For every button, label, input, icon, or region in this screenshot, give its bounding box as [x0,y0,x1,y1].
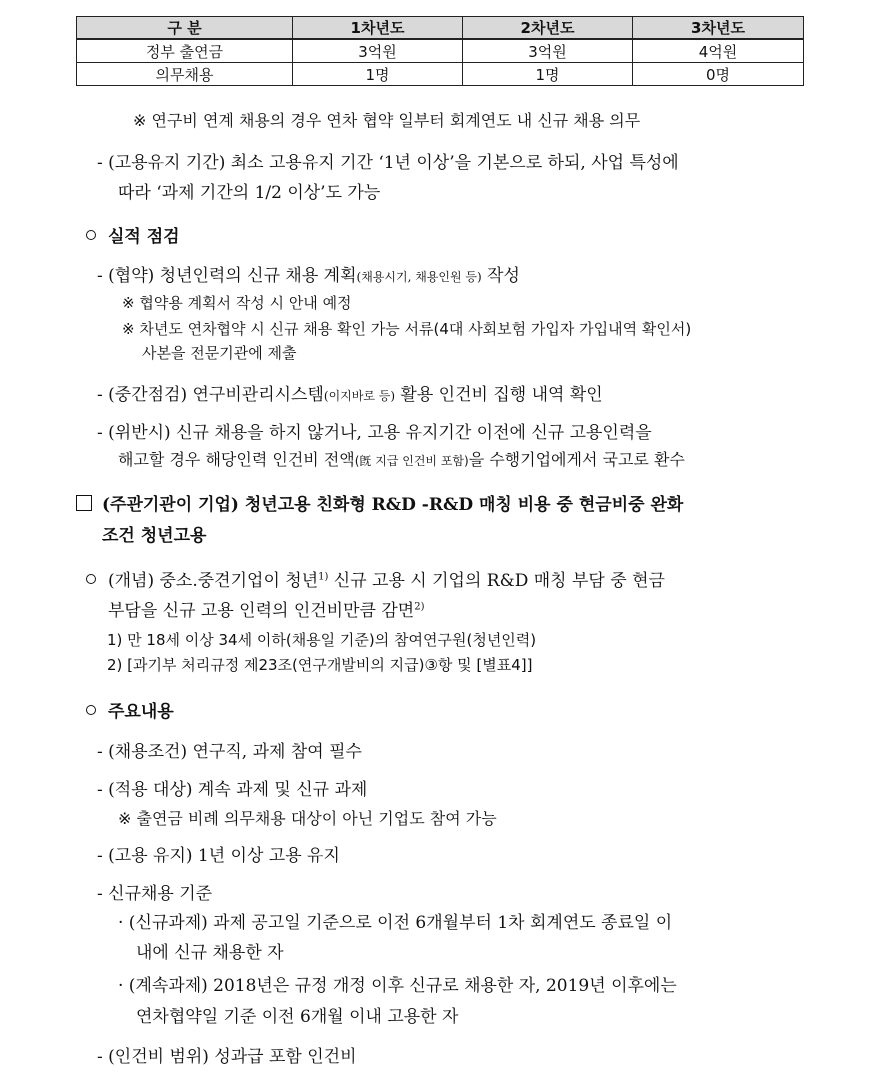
table-header-row [77,17,804,40]
section-title-text: 주요내용 [108,702,174,722]
table-cell: 0명 [633,63,804,86]
main-section-title-line2: 조건 청년고용 [102,526,207,546]
table-header: 구 분 [77,17,293,40]
agreement-text: - (협약) 청년인력의 신규 채용 계획 [97,266,357,286]
new-project-line2: 내에 신규 채용한 자 [136,943,284,963]
agreement-end-text: 작성 [481,266,520,286]
checkbox-square-icon [76,495,92,511]
agreement-item [97,261,520,286]
main-section-title-text: (주관기관이 기업) 청년고용 친화형 R&D -R&D 매칭 비용 중 현금비중 완화 [102,495,684,515]
retention-period-line1: - (고용유지 기간) 최소 고용유지 기간 ‘1년 이상’을 기본으로 하되, 사업 특성에 [97,153,679,173]
continuing-project-line2: 연차협약일 기준 이전 6개월 이내 고용한 자 [136,1007,459,1027]
bullet-circle-icon [86,574,96,584]
table-cell: 1명 [463,63,633,86]
table-row [77,39,804,63]
footnote-ref: 1) [318,571,329,583]
table-header: 3차년도 [633,17,804,40]
violation-text: 해고할 경우 해당인력 인건비 전액 [118,450,355,469]
table-cell: 1명 [293,63,463,86]
table-row [77,63,804,86]
new-hire-criteria: - 신규채용 기준 [97,884,213,904]
target-note: ※ 출연금 비례 의무채용 대상이 아닌 기업도 참여 가능 [118,809,497,828]
table-header: 1차년도 [293,17,463,40]
main-section-title-line1 [76,490,683,515]
new-project-line1: · (신규과제) 과제 공고일 기준으로 이전 6개월부터 1차 회계연도 종료일 이 [118,913,673,933]
rd-hiring-note: ※ 연구비 연계 채용의 경우 연차 협약 일부터 회계연도 내 신규 채용 의무 [133,111,641,130]
agreement-note-2-line1: ※ 차년도 연차협약 시 신규 채용 확인 가능 서류(4대 사회보험 가입자 가입내역 확인서) [122,320,692,338]
section-title-main-content [86,697,174,722]
footnote-2: 2) [과기부 처리규정 제23조(연구개발비의 지급)③항 및 [별표4]] [107,656,533,674]
midcheck-small-text: (이지바로 등) [323,389,396,403]
hiring-condition: - (채용조건) 연구직, 과제 참여 필수 [97,742,362,762]
section-title-performance-check [86,222,180,247]
violation-small-text: (旣 지급 인건비 포함) [354,454,469,468]
table-cell: 의무채용 [77,63,293,86]
concept-text-cont: 신규 고용 시 기업의 R&D 매칭 부담 중 현금 [328,571,665,591]
retention-period-line2: 따라 ‘과제 기간의 1/2 이상’도 가능 [118,183,381,203]
midcheck-text: - (중간점검) 연구비관리시스템 [97,385,324,405]
concept-text: 부담을 신규 고용 인력의 인건비만큼 감면 [108,601,415,621]
violation-line2 [118,447,685,470]
table-cell: 정부 출연금 [77,39,293,63]
midcheck-end-text: 활용 인건비 집행 내역 확인 [395,385,603,405]
violation-end-text: 을 수행기업에게서 국고로 환수 [468,450,685,469]
concept-text: (개념) 중소.중견기업이 청년 [108,571,319,591]
footnote-1: 1) 만 18세 이상 34세 이하(채용일 기준)의 참여연구원(청년인력) [107,631,537,649]
target-scope: - (적용 대상) 계속 과제 및 신규 과제 [97,780,368,800]
bullet-circle-icon [86,705,96,715]
concept-line1 [86,566,665,591]
table-cell: 3억원 [293,39,463,63]
violation-line1: - (위반시) 신규 채용을 하지 않거나, 고용 유지기간 이전에 신규 고용인력을 [97,423,652,443]
employment-retention: - (고용 유지) 1년 이상 고용 유지 [97,846,340,866]
section-title-text: 실적 점검 [108,227,180,247]
bullet-circle-icon [86,230,96,240]
table-header: 2차년도 [463,17,633,40]
agreement-small-text: (채용시기, 채용인원 등) [356,270,482,284]
midcheck-item [97,380,603,405]
footnote-ref: 2) [414,601,425,613]
continuing-project-line1: · (계속과제) 2018년은 규정 개정 이후 신규로 채용한 자, 2019년 이후에는 [118,976,677,996]
funding-table [76,16,804,86]
table-cell: 4억원 [633,39,804,63]
agreement-note-1: ※ 협약용 계획서 작성 시 안내 예정 [122,294,352,312]
agreement-note-2-line2: 사본을 전문기관에 제출 [142,344,297,362]
table-cell: 3억원 [463,39,633,63]
labor-cost-scope: - (인건비 범위) 성과급 포함 인건비 [97,1047,357,1067]
concept-line2 [108,596,424,621]
